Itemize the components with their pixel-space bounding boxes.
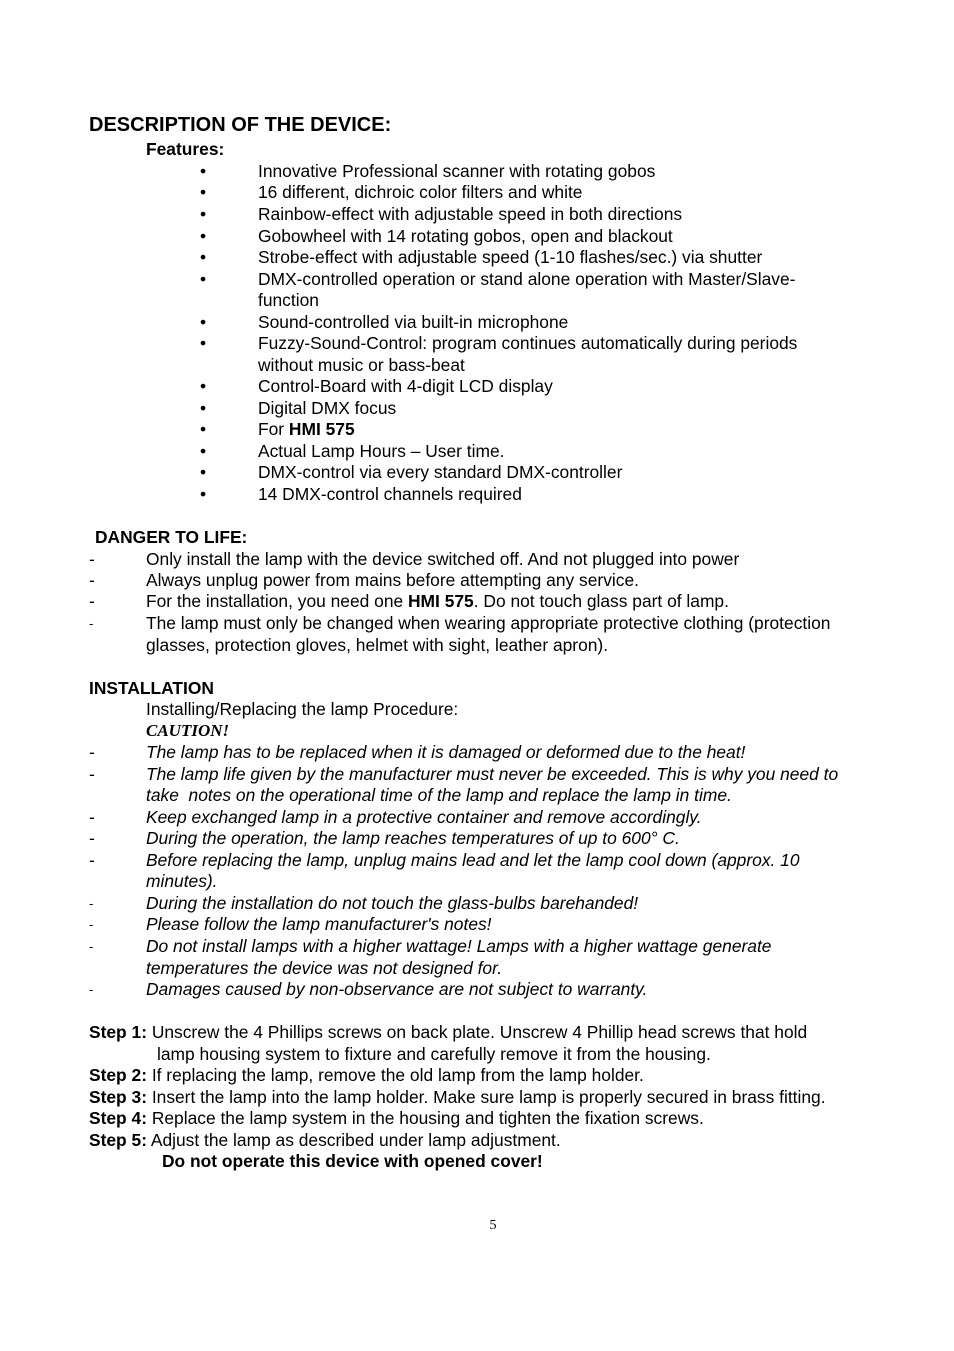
dash: - bbox=[89, 807, 95, 827]
step-text: Adjust the lamp as described under lamp adjustment. bbox=[146, 1130, 561, 1150]
step-1 bbox=[89, 1021, 807, 1043]
bullet: • bbox=[200, 376, 207, 396]
caution-label: CAUTION! bbox=[146, 721, 230, 740]
bullet: • bbox=[200, 333, 207, 353]
list-item: DMX-controlled operation or stand alone operation with Master/Slave- bbox=[258, 269, 796, 289]
list-item: DMX-control via every standard DMX-controller bbox=[258, 462, 623, 482]
list-item: During the installation do not touch the glass-bulbs barehanded! bbox=[146, 893, 639, 913]
bullet: • bbox=[200, 398, 207, 418]
bullet: • bbox=[200, 419, 207, 439]
list-item: Do not install lamps with a higher wattage! Lamps with a higher wattage generate bbox=[146, 936, 772, 956]
list-item bbox=[258, 418, 355, 440]
bullet: • bbox=[200, 161, 207, 181]
list-item: The lamp must only be changed when wearing appropriate protective clothing (protection bbox=[146, 613, 831, 633]
step-label: Step 5: bbox=[89, 1130, 147, 1150]
page-title: DESCRIPTION OF THE DEVICE: bbox=[89, 114, 392, 136]
list-item: Gobowheel with 14 rotating gobos, open and blackout bbox=[258, 226, 673, 246]
step-label: Step 3: bbox=[89, 1087, 147, 1107]
list-item: Keep exchanged lamp in a protective container and remove accordingly. bbox=[146, 807, 702, 827]
list-item-continuation: minutes). bbox=[146, 871, 218, 891]
dash: - bbox=[89, 616, 94, 631]
bullet: • bbox=[200, 312, 207, 332]
danger-heading: DANGER TO LIFE: bbox=[95, 527, 248, 547]
cover-warning: Do not operate this device with opened cover! bbox=[162, 1151, 543, 1171]
dash: - bbox=[89, 591, 95, 611]
list-item: Strobe-effect with adjustable speed (1-10 flashes/sec.) via shutter bbox=[258, 247, 763, 267]
dash: - bbox=[89, 939, 94, 954]
list-item: Rainbow-effect with adjustable speed in both directions bbox=[258, 204, 683, 224]
step-label: Step 2: bbox=[89, 1065, 147, 1085]
bullet: • bbox=[200, 269, 207, 289]
list-item: The lamp has to be replaced when it is damaged or deformed due to the heat! bbox=[146, 742, 746, 762]
list-item-continuation: function bbox=[258, 290, 319, 310]
step-label: Step 4: bbox=[89, 1108, 147, 1128]
list-item bbox=[146, 590, 729, 612]
bullet: • bbox=[200, 441, 207, 461]
lamp-model: HMI 575 bbox=[288, 419, 355, 439]
bullet: • bbox=[200, 204, 207, 224]
dash: - bbox=[89, 549, 95, 569]
installation-heading: INSTALLATION bbox=[89, 678, 214, 698]
lamp-model: HMI 575 bbox=[408, 591, 474, 611]
list-item: During the operation, the lamp reaches temperatures of up to 600° C. bbox=[146, 828, 680, 848]
dash: - bbox=[89, 896, 94, 911]
list-item: Before replacing the lamp, unplug mains lead and let the lamp cool down (approx. 10 bbox=[146, 850, 800, 870]
list-item-continuation: take notes on the operational time of the lamp and replace the lamp in time. bbox=[146, 785, 732, 805]
bullet: • bbox=[200, 226, 207, 246]
page-number: 5 bbox=[489, 1218, 497, 1233]
dash: - bbox=[89, 917, 94, 932]
dash: - bbox=[89, 570, 95, 590]
features-heading: Features: bbox=[146, 139, 225, 159]
step-label: Step 1: bbox=[89, 1022, 147, 1042]
list-item: Damages caused by non-observance are not subject to warranty. bbox=[146, 979, 648, 999]
list-item: Sound-controlled via built-in microphone bbox=[258, 312, 569, 332]
list-item-text: For the installation, you need one bbox=[146, 591, 408, 611]
dash: - bbox=[89, 742, 95, 762]
step-text: Replace the lamp system in the housing and tighten the fixation screws. bbox=[146, 1108, 704, 1128]
list-item: Fuzzy-Sound-Control: program continues automatically during periods bbox=[258, 333, 798, 353]
step-text: If replacing the lamp, remove the old lamp from the lamp holder. bbox=[146, 1065, 644, 1085]
step-1-continuation: lamp housing system to fixture and carefully remove it from the housing. bbox=[157, 1044, 711, 1064]
list-item: 16 different, dichroic color filters and white bbox=[258, 182, 583, 202]
list-item: Actual Lamp Hours – User time. bbox=[258, 441, 505, 461]
step-text: Unscrew the 4 Phillips screws on back plate. Unscrew 4 Phillip head screws that hold bbox=[146, 1022, 808, 1042]
dash: - bbox=[89, 982, 94, 997]
bullet: • bbox=[200, 247, 207, 267]
step-text: Insert the lamp into the lamp holder. Make sure lamp is properly secured in brass fitting. bbox=[146, 1087, 826, 1107]
list-item: The lamp life given by the manufacturer must never be exceeded. This is why you need to bbox=[146, 764, 839, 784]
bullet: • bbox=[200, 484, 207, 504]
list-item: 14 DMX-control channels required bbox=[258, 484, 522, 504]
bullet: • bbox=[200, 462, 207, 482]
dash: - bbox=[89, 764, 95, 784]
list-item-continuation: glasses, protection gloves, helmet with sight, leather apron). bbox=[146, 635, 609, 655]
list-item: Digital DMX focus bbox=[258, 398, 397, 418]
step-5 bbox=[89, 1129, 561, 1151]
step-2 bbox=[89, 1064, 644, 1086]
list-item-continuation: without music or bass-beat bbox=[258, 355, 465, 375]
list-item: Only install the lamp with the device switched off. And not plugged into power bbox=[146, 549, 740, 569]
list-item-text: . Do not touch glass part of lamp. bbox=[473, 591, 729, 611]
list-item: Innovative Professional scanner with rotating gobos bbox=[258, 161, 656, 181]
list-item-continuation: temperatures the device was not designed for. bbox=[146, 958, 503, 978]
installation-intro: Installing/Replacing the lamp Procedure: bbox=[146, 699, 459, 719]
step-3 bbox=[89, 1086, 826, 1108]
dash: - bbox=[89, 828, 95, 848]
bullet: • bbox=[200, 182, 207, 202]
list-item: Please follow the lamp manufacturer's notes! bbox=[146, 914, 492, 934]
step-4 bbox=[89, 1107, 704, 1129]
list-item-text: For bbox=[258, 419, 289, 439]
dash: - bbox=[89, 850, 95, 870]
list-item: Control-Board with 4-digit LCD display bbox=[258, 376, 553, 396]
list-item: Always unplug power from mains before attempting any service. bbox=[146, 570, 639, 590]
